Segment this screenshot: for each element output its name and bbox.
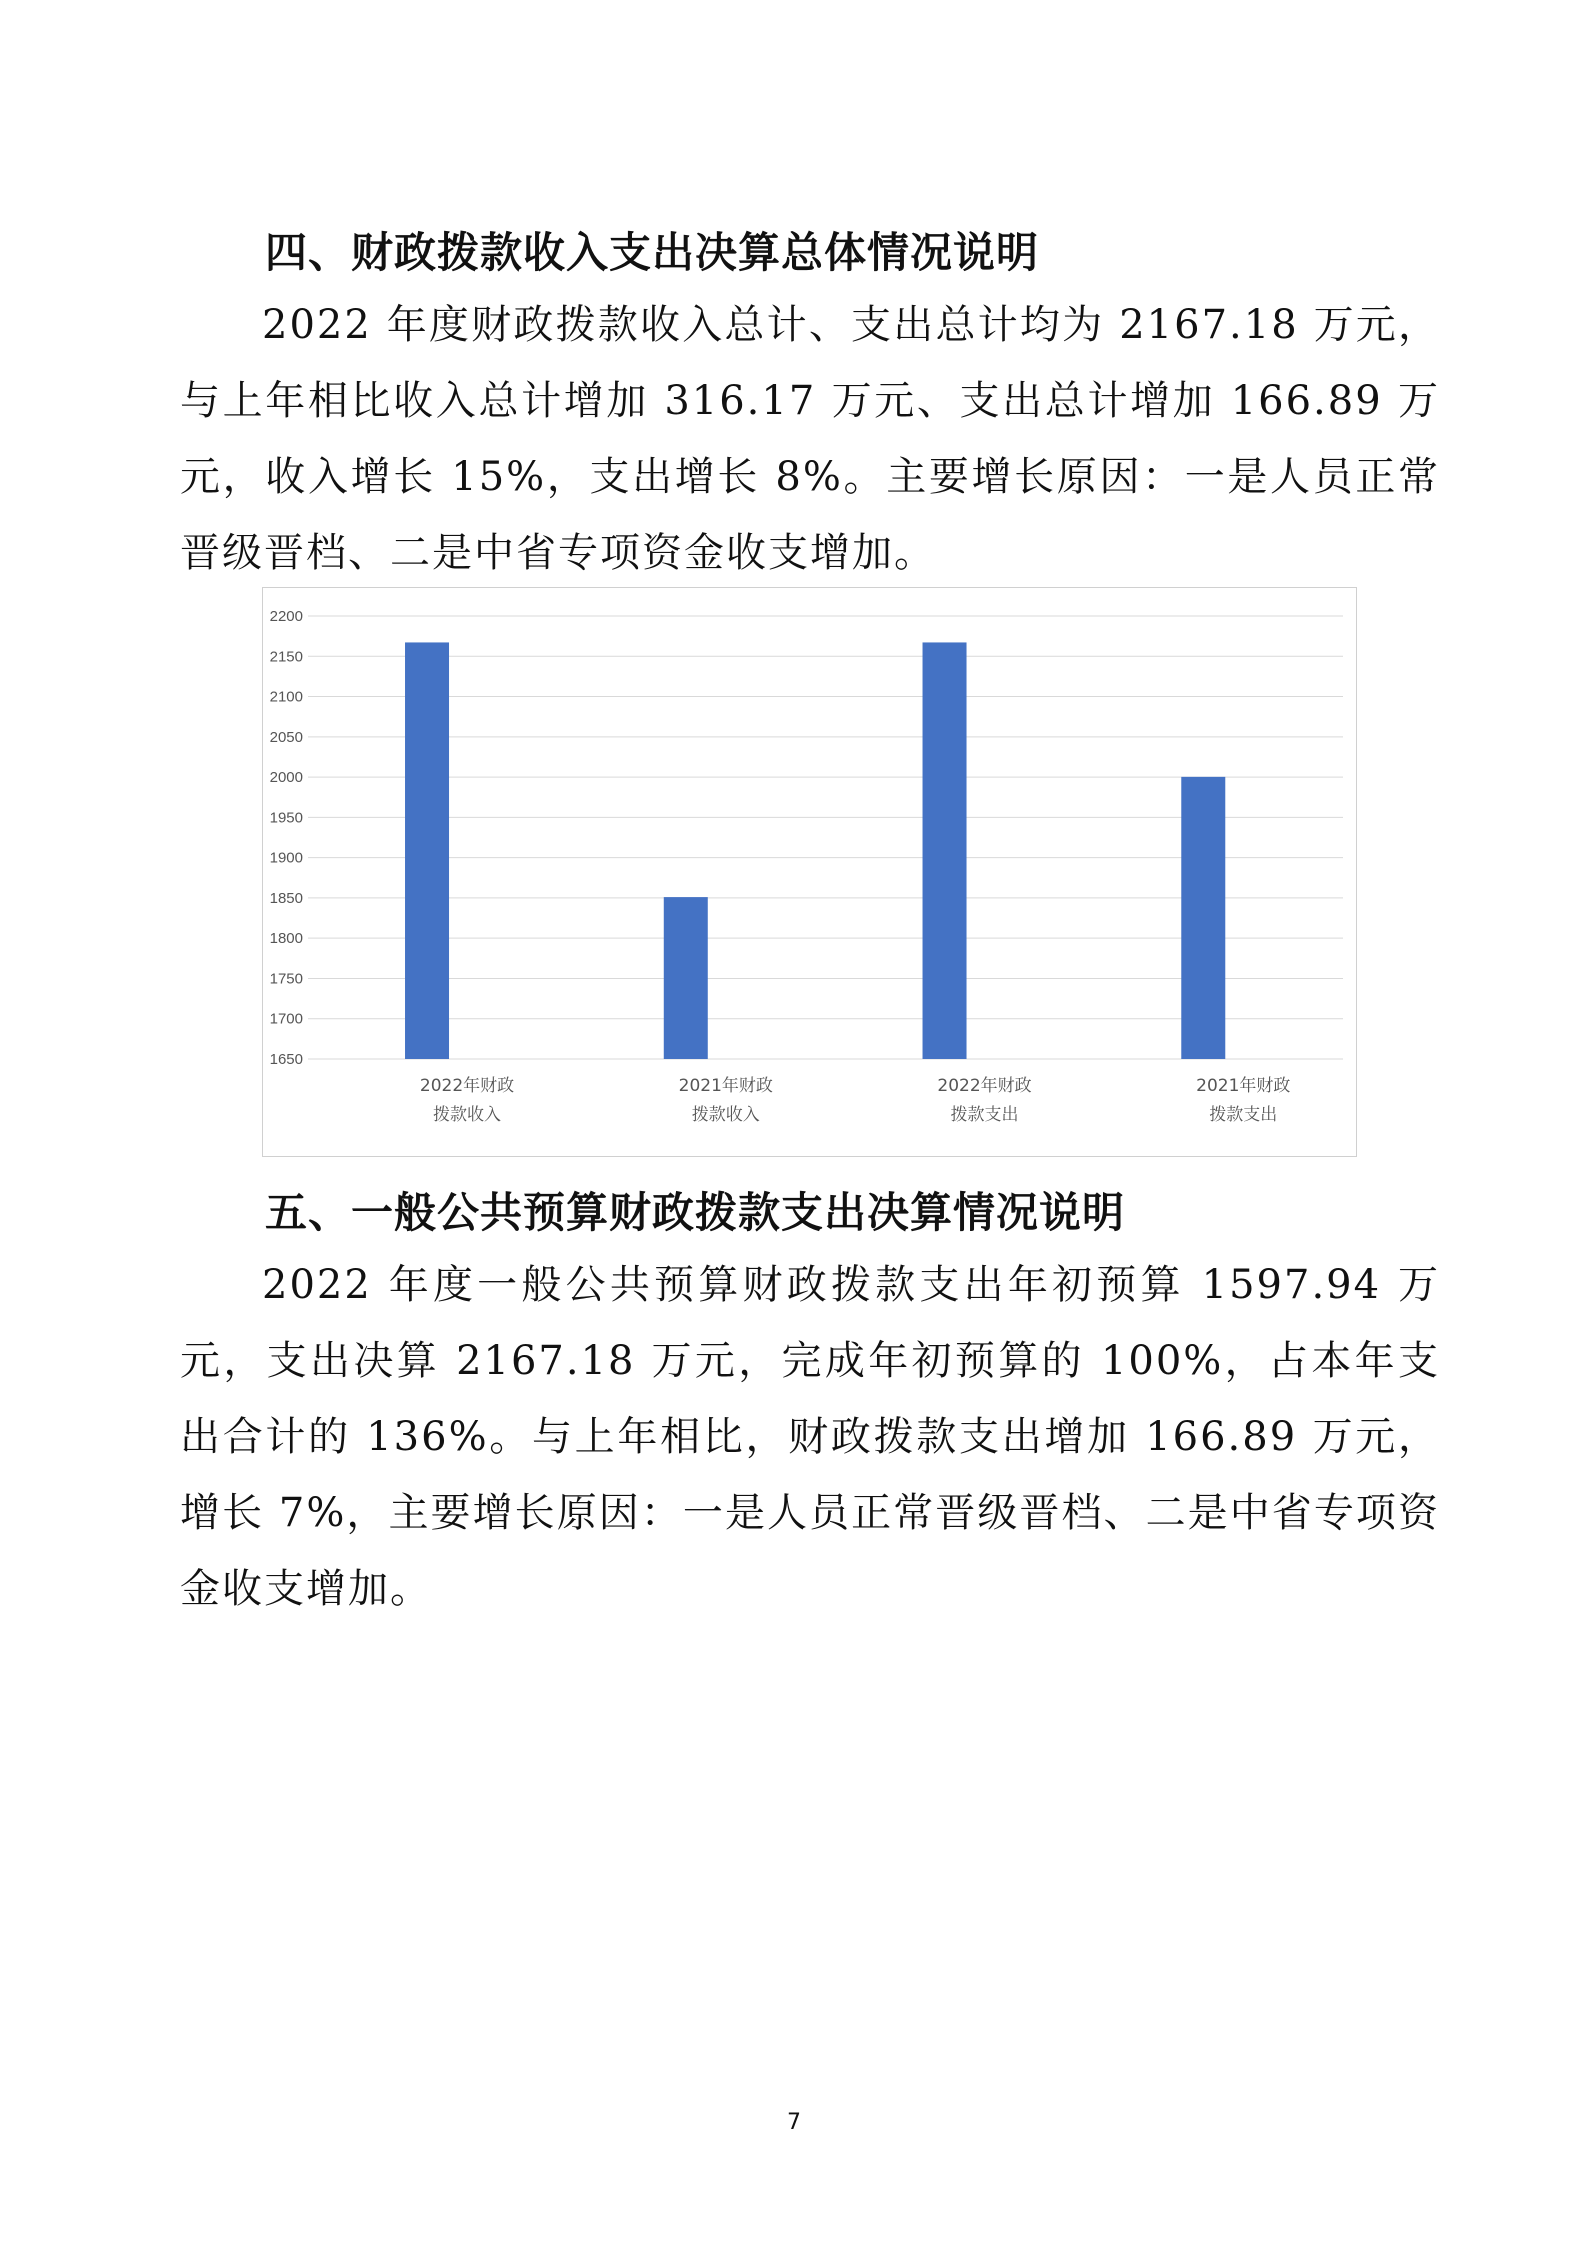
bar-chart-svg (263, 588, 1356, 1156)
y-tick-label: 2150 (269, 648, 303, 666)
y-tick-label: 1750 (269, 970, 303, 988)
y-tick-label: 2200 (269, 608, 303, 625)
x-tick-label: 2021年财政 (1196, 1076, 1291, 1096)
bar (1181, 777, 1225, 1059)
section-paragraph-4: 2022 年度财政拨款收入总计、支出总计均为 2167.18 万元，与上年相比收入总计增加 316.17 万元、支出总计增加 166.89 万元，收入增长 15%，支出增长 8%。主要增长原因：一是人员正常晋级晋档、二是中省专项资金收支增加。 (180, 302, 1440, 576)
y-tick-label: 1800 (269, 930, 303, 948)
x-tick-label: 2021年财政 (678, 1076, 773, 1096)
page-number: 7 (787, 2110, 801, 2135)
x-tick-label: 拨款收入 (433, 1105, 502, 1125)
y-tick-label: 2100 (269, 688, 303, 706)
x-tick-label: 拨款收入 (691, 1105, 760, 1125)
y-tick-label: 1950 (269, 809, 303, 827)
x-tick-label: 拨款支出 (950, 1105, 1019, 1125)
x-tick-label: 2022年财政 (419, 1076, 515, 1096)
x-tick-label: 拨款支出 (1209, 1105, 1278, 1125)
section-paragraph-5: 2022 年度一般公共预算财政拨款支出年初预算 1597.94 万元，支出决算 2167.18 万元，完成年初预算的 100%，占本年支出合计的 136%。与上年相比，财政拨款支出增加 166.89 万元，增长 7%，主要增长原因：一是人员正常晋级晋档、二是中省专项资金收支增加。 (180, 1262, 1440, 1612)
section-heading-5: 五、一般公共预算财政拨款支出决算情况说明 (265, 1188, 1126, 1237)
y-tick-label: 2050 (269, 728, 303, 746)
y-tick-label: 2000 (269, 769, 303, 787)
bar (405, 642, 449, 1059)
x-tick-label: 2022年财政 (937, 1076, 1032, 1096)
y-tick-label: 1850 (269, 889, 303, 907)
bar (664, 897, 708, 1059)
bar (923, 642, 967, 1059)
section-heading-4: 四、财政拨款收入支出决算总体情况说明 (265, 228, 1040, 277)
bar-chart (262, 587, 1357, 1157)
y-tick-label: 1650 (269, 1051, 303, 1068)
y-tick-label: 1900 (269, 849, 303, 867)
y-tick-label: 1700 (269, 1010, 303, 1028)
